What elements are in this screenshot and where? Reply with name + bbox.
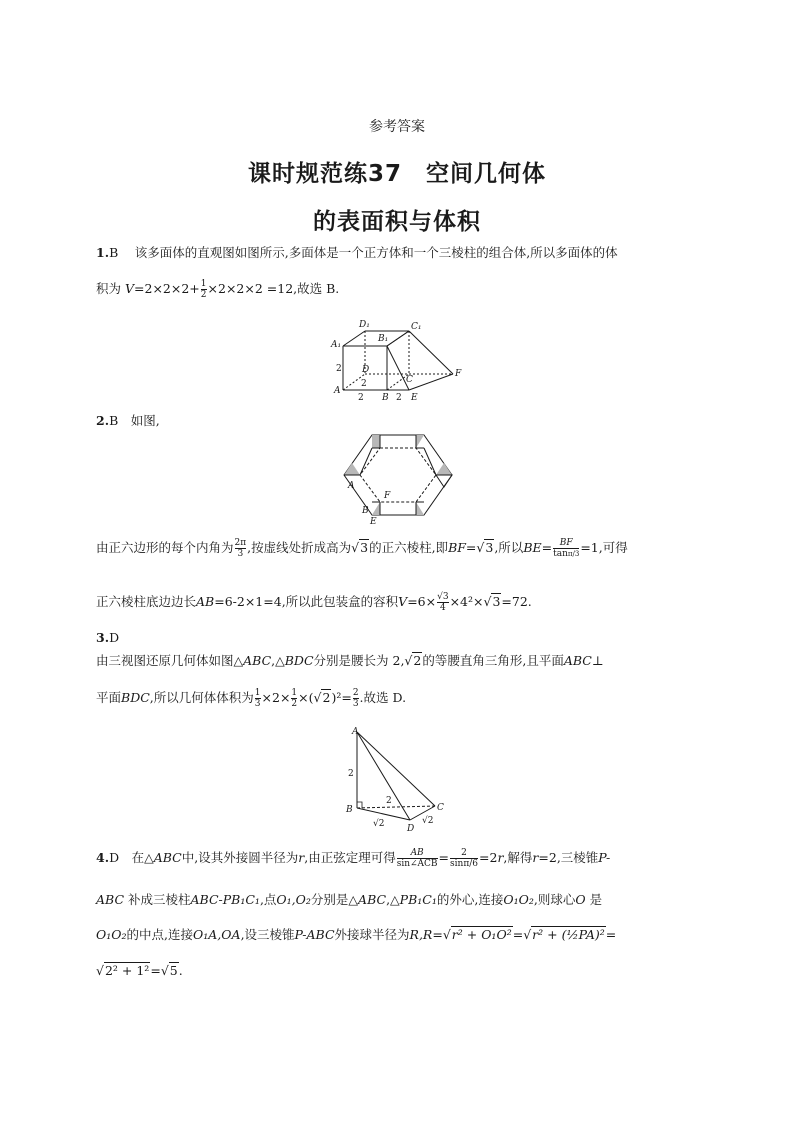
- q2-pt-f: F: [384, 491, 391, 501]
- q3-frac1-den: 3: [254, 699, 261, 709]
- q2-l1e: =: [465, 540, 477, 555]
- q4-frac-two-den: sinπ/6: [450, 859, 478, 869]
- q1-len-ab: 2: [358, 393, 364, 403]
- q4-l1a: 在△: [131, 850, 154, 865]
- q1-number: 1.: [96, 245, 110, 260]
- q4-sqrt1: r² + O₁O²: [451, 927, 512, 942]
- q2-frac-angle-num: 2π: [234, 538, 247, 548]
- answer-label: 参考答案: [369, 119, 425, 135]
- q2-answer: B: [109, 413, 119, 428]
- q4-l3e: P-ABC: [294, 927, 335, 942]
- q3-var-bdc2: BDC: [121, 690, 150, 705]
- q4-l2k: O₁O₂: [503, 892, 534, 907]
- q1-pt-d1: D₁: [359, 320, 370, 330]
- q2-l1h: =: [541, 540, 553, 555]
- q1-pt-f: F: [455, 369, 462, 379]
- q2-var-v: V: [398, 594, 408, 609]
- q2-pt-a: A: [348, 481, 355, 491]
- q1-len-left: 2: [336, 364, 342, 374]
- q1-pt-a: A: [334, 386, 341, 396]
- q2-pt-e: E: [370, 517, 377, 526]
- q2-var-be: BE: [523, 540, 542, 555]
- q2-var-ab: AB: [196, 594, 215, 609]
- q1-pt-e: E: [411, 393, 418, 403]
- q2-line2: 由正六边形的每个内角为 $\frac{2\pi}{3}$ ,按虚线处折成高为√3的正六棱柱,即BF=√3,所以BE= $\frac{BF}{\tan\pi/3}$ =1,可得: [96, 538, 628, 559]
- q2-sqrt-bf: 3: [485, 540, 494, 555]
- q4-l2l: ,则球心: [533, 892, 576, 907]
- q2-pt-b: B: [362, 506, 369, 516]
- q3-sqrt-vol: 2: [322, 690, 331, 705]
- q2-l2g: =72.: [501, 594, 532, 609]
- q3-len-bd: √2: [373, 819, 385, 829]
- q3-l2c: ,所以几何体体积为: [149, 690, 254, 705]
- q2-l2a: 正六棱柱底边边长: [96, 594, 197, 609]
- q3-frac3: [353, 688, 359, 709]
- q4-l3b: 的中点,连接: [126, 927, 194, 942]
- q2-l1i: =1,可得: [580, 540, 628, 555]
- q2-frac-area: [437, 592, 448, 613]
- q3-l1a: 由三视图还原几何体如图△: [96, 653, 244, 668]
- q2-figure: [342, 430, 457, 526]
- q3-l2d: ×2×: [261, 690, 291, 705]
- q4-l2d: ,点: [259, 892, 277, 907]
- q3-pt-c: C: [437, 803, 444, 813]
- q3-frac1: [255, 688, 261, 709]
- q2-l1a: 由正六边形的每个内角为: [96, 540, 234, 555]
- q3-frac3-den: 3: [352, 699, 359, 709]
- q1-fraction: [201, 279, 207, 300]
- q4-sqrt4: 5: [169, 963, 178, 978]
- q4-l2i: PB₁C₁: [399, 892, 437, 907]
- q4-line1: [96, 848, 702, 869]
- q4-line3: O₁O₂的中点,连接O₁A,OA,设三棱锥P-ABC外接球半径为R,R=√r² + O₁O²=√r² + (½PA)²=: [96, 927, 617, 942]
- q3-l1c: ,△: [271, 653, 285, 668]
- q3-l2g: .故选 D.: [359, 690, 407, 705]
- q3-number: 3.: [96, 630, 110, 645]
- q2-line1: [96, 411, 702, 431]
- q4-frac-two-num: 2: [461, 848, 467, 858]
- q4-l1g: =2: [479, 850, 498, 865]
- q1-line1: [96, 243, 702, 263]
- q1-line2: [96, 279, 702, 300]
- q3-frac3-num: 2: [352, 688, 359, 698]
- q3-len-bc: 2: [386, 796, 392, 806]
- q4-l3i: =: [512, 927, 524, 942]
- q2-frac-tan: [553, 538, 579, 559]
- q1-text2d: ×2×2×2 =12,故选 B.: [207, 281, 340, 296]
- page-title-line1: 课时规范练37 空间几何体: [247, 161, 546, 187]
- page-title-line2: 的表面积与体积: [313, 209, 481, 235]
- q1-var-v: V: [125, 281, 135, 296]
- q4-l3c: O₁A,OA: [193, 927, 241, 942]
- q3-var-abc: ABC: [243, 653, 272, 668]
- q2-l2e: =6×: [407, 594, 437, 609]
- q4-var-r3: r: [532, 850, 539, 865]
- q4-l3d: ,设三棱锥: [240, 927, 295, 942]
- q3-len-dc: √2: [422, 816, 434, 826]
- q4-l4b: .: [178, 963, 183, 978]
- q4-l2c: ABC-PB₁C₁: [190, 892, 260, 907]
- q1-pt-d: D: [362, 365, 370, 375]
- q4-l3a: O₁O₂: [96, 927, 127, 942]
- q3-l1e: 分别是腰长为 2,: [313, 653, 405, 668]
- q4-sqrt3: 2² + 1²: [104, 963, 150, 978]
- q3-len-ab: 2: [348, 769, 354, 779]
- q3-frac2: [291, 688, 297, 709]
- q1-pt-c1: C₁: [411, 322, 422, 332]
- q4-frac-sine: [397, 848, 438, 869]
- q3-figure: [340, 724, 455, 836]
- q3-line3: 平面BDC,所以几何体体积为 $\frac{1}{3}$ ×2× $\frac{1}{2}$ ×(√2)²= $\frac{2}{3}$ .故选 D.: [96, 688, 407, 709]
- q4-frac-sine-num: AB: [410, 848, 424, 858]
- q4-number: 4.: [96, 850, 110, 865]
- q1-answer: B: [109, 245, 119, 260]
- q4-l3f: 外接球半径为: [334, 927, 410, 942]
- q2-frac-tan-angle: π/3: [567, 550, 580, 558]
- q4-frac-sine-den: sin∠ACB: [396, 859, 438, 869]
- q2-frac-tan-den: tan: [553, 549, 568, 559]
- q4-line4: √2² + 1²=√5.: [96, 963, 183, 978]
- q4-l3g: R,R: [409, 927, 433, 942]
- q3-answer: D: [109, 630, 120, 645]
- q4-var-abc: ABC: [153, 850, 182, 865]
- q1-frac-num: 1: [200, 279, 207, 289]
- q2-l1b: ,按虚线处折成高为: [247, 540, 352, 555]
- q4-l1f: =: [438, 850, 450, 865]
- q4-l4a: =: [150, 963, 161, 978]
- q2-l2f: ×4²×: [449, 594, 484, 609]
- q2-frac-tan-num: BF: [559, 538, 573, 548]
- q3-l2a: 平面: [96, 690, 122, 705]
- q2-frac-area-num: √3: [437, 592, 449, 602]
- q3-l1h: ⊥: [591, 653, 604, 668]
- q4-l2g: ABC: [358, 892, 387, 907]
- q1-pt-c: C: [406, 375, 413, 385]
- q2-frac-angle: [235, 538, 247, 559]
- q1-text2a: 积为: [96, 281, 122, 296]
- q3-var-abc2: ABC: [563, 653, 592, 668]
- q4-l3j: =: [605, 927, 617, 942]
- q3-pt-a: A: [352, 727, 359, 737]
- q2-l2c: =6-2×1=4,所以此包装盒的容积: [214, 594, 399, 609]
- q3-frac2-den: 2: [291, 699, 298, 709]
- q4-l2j: 的外心,连接: [436, 892, 504, 907]
- q2-number: 2.: [96, 413, 110, 428]
- q4-answer: D: [109, 850, 120, 865]
- q4-var-r2: r: [497, 850, 504, 865]
- q4-l2e: O₁,O₂: [276, 892, 311, 907]
- q4-l2m: O: [575, 892, 586, 907]
- q2-frac-angle-den: 3: [235, 548, 247, 559]
- q4-var-p: P-: [598, 850, 611, 865]
- q1-frac-den: 2: [200, 290, 207, 300]
- q1-pt-b1: B₁: [378, 334, 389, 344]
- q4-l2f: 分别是△: [310, 892, 359, 907]
- q3-frac2-num: 1: [291, 688, 298, 698]
- q2-sqrt-height: 3: [360, 540, 369, 555]
- q4-sqrt2: r² + (½PA)²: [532, 927, 605, 942]
- q4-l1k: =2,三棱锥: [538, 850, 599, 865]
- q4-line2: [96, 890, 702, 910]
- q4-l2b: 补成三棱柱: [128, 892, 191, 907]
- q3-var-bdc: BDC: [284, 653, 314, 668]
- q4-l1e: ,由正弦定理可得: [304, 850, 396, 865]
- q3-line2: 由三视图还原几何体如图△ABC,△BDC分别是腰长为 2,√2的等腰直角三角形,且平面ABC⊥: [96, 653, 604, 668]
- q1-figure: [325, 318, 475, 404]
- q4-l2n: 是: [589, 892, 603, 907]
- q2-l1c: 的正六棱柱,即: [369, 540, 449, 555]
- q1-len-be: 2: [396, 393, 402, 403]
- q4-l1c: 中,设其外接圆半径为: [181, 850, 299, 865]
- q4-l2a: ABC: [96, 892, 125, 907]
- q1-pt-b: B: [382, 393, 389, 403]
- q4-l2h: ,△: [386, 892, 400, 907]
- q4-frac-two: [450, 848, 478, 869]
- q4-l3h: =: [432, 927, 443, 942]
- q3-pt-b: B: [346, 805, 353, 815]
- q3-l2f: )²=: [331, 690, 352, 705]
- q4-var-r: r: [298, 850, 305, 865]
- q2-var-bf: BF: [448, 540, 466, 555]
- q3-l1f: 的等腰直角三角形,且平面: [422, 653, 564, 668]
- q1-text2c: =2×2×2+: [134, 281, 200, 296]
- q4-l1i: ,解得: [503, 850, 533, 865]
- q3-sqrt-leg: 2: [413, 653, 422, 668]
- q2-line3: 正六棱柱底边边长AB=6-2×1=4,所以此包装盒的容积V=6× $\frac{√3}{4}$ ×4²×√3=72.: [96, 592, 532, 613]
- q3-line1: [96, 628, 702, 648]
- q2-text1: 如图,: [130, 413, 160, 428]
- q3-l2e: ×(: [298, 690, 314, 705]
- q2-sqrt-final: 3: [492, 594, 501, 609]
- q1-len-diag: 2: [361, 379, 367, 389]
- q3-frac1-num: 1: [254, 688, 261, 698]
- q1-pt-a1: A₁: [331, 340, 342, 350]
- q3-pt-d: D: [407, 824, 415, 834]
- q2-frac-area-den: 4: [437, 602, 448, 613]
- q1-text1: 该多面体的直观图如图所示,多面体是一个正方体和一个三棱柱的组合体,所以多面体的体: [134, 245, 618, 260]
- q2-l1f: ,所以: [494, 540, 524, 555]
